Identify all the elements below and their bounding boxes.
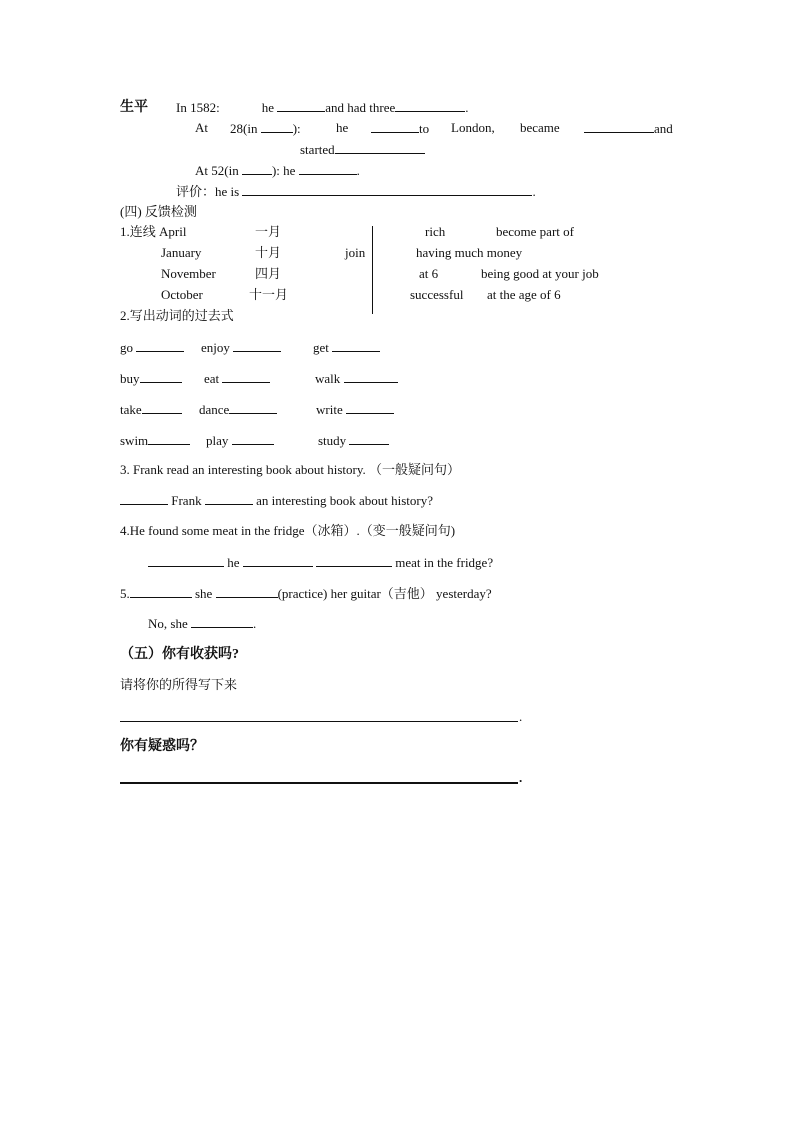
q1-left-zh-1: 十月 <box>255 245 282 260</box>
verb-eat: eat <box>204 370 270 387</box>
blank[interactable] <box>136 339 184 352</box>
bio-row-3: started <box>300 141 425 158</box>
blank[interactable] <box>349 432 389 445</box>
verb-study: study <box>318 432 389 449</box>
q1-right-a-2: at 6 <box>419 266 439 281</box>
bio-row-2-d: he <box>336 120 349 135</box>
blank[interactable] <box>242 162 272 175</box>
bio-row-2-e: to <box>371 120 429 137</box>
section-4-heading: (四) 反馈检测 <box>120 204 197 219</box>
verb-dance: dance <box>199 401 277 418</box>
bio-row-1: In 1582: he and had three . <box>176 100 469 115</box>
bio-row-2-h: and <box>584 120 673 137</box>
blank[interactable] <box>395 99 465 112</box>
blank[interactable] <box>346 401 394 414</box>
q1-join: join <box>345 245 366 260</box>
blank[interactable] <box>229 401 277 414</box>
q1-left-zh-2: 四月 <box>255 266 282 281</box>
q3-prompt: 3. Frank read an interesting book about history. （一般疑问句） <box>120 462 460 477</box>
blank[interactable] <box>371 120 419 133</box>
blank[interactable] <box>233 339 281 352</box>
q1-right-b-0: become part of <box>496 224 574 239</box>
q1-right-a-3: successful <box>410 287 464 302</box>
blank[interactable] <box>316 554 392 567</box>
section-5-prompt: 请将你的所得写下来 <box>120 677 238 692</box>
blank[interactable] <box>584 120 654 133</box>
section-5-heading: （五）你有收获吗? <box>120 647 239 662</box>
bio-row-2-b: 28(in ): <box>230 121 301 136</box>
blank[interactable] <box>142 401 182 414</box>
blank[interactable] <box>148 432 190 445</box>
q1-right-a-1: having much money <box>416 245 523 260</box>
q1-label: 1.连线 April <box>120 224 187 239</box>
bio-row-2-f: London, <box>451 120 495 135</box>
blank[interactable] <box>277 99 325 112</box>
q1-right-b-1: being good at your job <box>481 266 599 281</box>
blank[interactable] <box>130 585 192 598</box>
blank[interactable] <box>216 585 278 598</box>
bio-row-5: 评价：he is . <box>176 184 536 199</box>
bio-heading: 生平 <box>120 100 148 115</box>
q5-answer: No, she . <box>148 616 257 631</box>
q1-right-a-0: rich <box>425 224 446 239</box>
q3-answer: Frank an interesting book about history? <box>120 492 433 509</box>
question-heading: 你有疑惑吗？ <box>120 739 204 754</box>
blank[interactable] <box>222 370 270 383</box>
blank[interactable] <box>261 120 293 133</box>
q1-left-en-2: November <box>161 266 216 281</box>
q4-prompt: 4.He found some meat in the fridge（冰箱）.（变一般疑问句) <box>120 523 456 538</box>
bio-row-4: At 52(in ): he . <box>195 163 360 178</box>
blank[interactable] <box>205 492 253 505</box>
verb-play: play <box>206 432 274 449</box>
q4-answer: he meat in the fridge? <box>148 554 493 571</box>
blank[interactable] <box>243 554 313 567</box>
q2-label: 2.写出动词的过去式 <box>120 308 234 323</box>
q1-left-zh-3: 十一月 <box>249 287 289 302</box>
write-line-question-end: . <box>519 770 523 785</box>
blank[interactable] <box>242 183 532 196</box>
verb-write: write <box>316 401 394 418</box>
blank[interactable] <box>332 339 380 352</box>
blank[interactable] <box>335 141 425 154</box>
q1-left-en-1: January <box>161 245 202 260</box>
write-line-harvest[interactable] <box>120 721 518 722</box>
q1-left-en-3: October <box>161 287 203 302</box>
blank[interactable] <box>344 370 398 383</box>
verb-enjoy: enjoy <box>201 339 281 356</box>
write-line-question[interactable] <box>120 782 518 784</box>
verb-take: take <box>120 401 182 418</box>
blank[interactable] <box>232 432 274 445</box>
divider-line <box>372 226 373 314</box>
q1-right-b-2: at the age of 6 <box>487 287 561 302</box>
blank[interactable] <box>140 370 182 383</box>
write-line-harvest-end: . <box>519 709 523 724</box>
blank[interactable] <box>148 554 224 567</box>
verb-buy: buy <box>120 370 182 387</box>
blank[interactable] <box>299 162 357 175</box>
q1-left-zh-0: 一月 <box>255 224 282 239</box>
bio-row-2-g: became <box>520 120 560 135</box>
q5-prompt: 5. she (practice) her guitar（吉他） yesterday? <box>120 586 492 601</box>
blank[interactable] <box>191 615 253 628</box>
verb-swim: swim <box>120 432 190 449</box>
bio-row-2-a: At <box>195 120 208 135</box>
verb-get: get <box>313 339 380 356</box>
blank[interactable] <box>120 492 168 505</box>
verb-walk: walk <box>315 370 398 387</box>
verb-go: go <box>120 339 184 356</box>
